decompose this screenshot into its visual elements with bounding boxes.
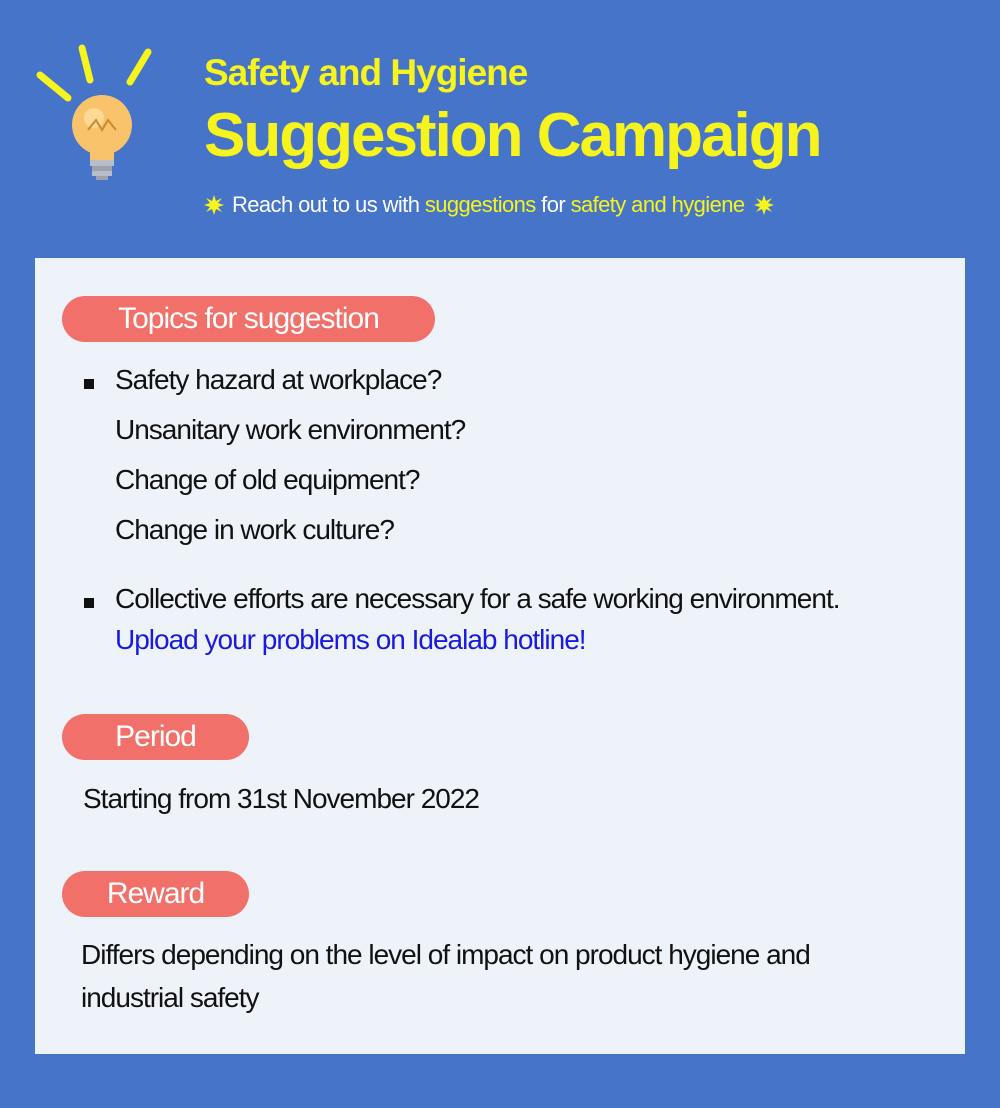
period-label: Period xyxy=(62,714,249,760)
hotline-call-to-action: Upload your problems on Idealab hotline! xyxy=(115,624,586,655)
tagline-highlight-safety: safety and hygiene xyxy=(570,192,745,217)
topics-label: Topics for suggestion xyxy=(62,296,435,342)
tagline-text: Reach out to us with xyxy=(232,192,425,217)
topic-note: Collective efforts are necessary for a safe working environment. xyxy=(115,583,840,614)
content-panel xyxy=(35,258,965,1054)
reward-text-line1: Differs depending on the level of impact on product hygiene and xyxy=(81,939,810,970)
sparkle-icon xyxy=(754,195,774,215)
campaign-title: Suggestion Campaign xyxy=(204,101,821,170)
bullet-icon xyxy=(84,598,94,608)
sparkle-icon xyxy=(204,195,224,215)
tagline-text-2: for xyxy=(535,192,571,217)
tagline-highlight-suggestions: suggestions xyxy=(424,192,536,217)
topic-question: Unsanitary work environment? xyxy=(115,414,466,445)
period-text: Starting from 31st November 2022 xyxy=(83,783,479,814)
lightbulb-icon xyxy=(30,40,170,190)
reward-label: Reward xyxy=(62,871,249,917)
tagline xyxy=(204,192,774,218)
topic-question: Change of old equipment? xyxy=(115,464,420,495)
topic-question: Safety hazard at workplace? xyxy=(115,364,442,395)
campaign-subtitle: Safety and Hygiene xyxy=(204,52,528,93)
bullet-icon xyxy=(84,379,94,389)
reward-text-line2: industrial safety xyxy=(81,982,259,1013)
topic-question: Change in work culture? xyxy=(115,514,394,545)
